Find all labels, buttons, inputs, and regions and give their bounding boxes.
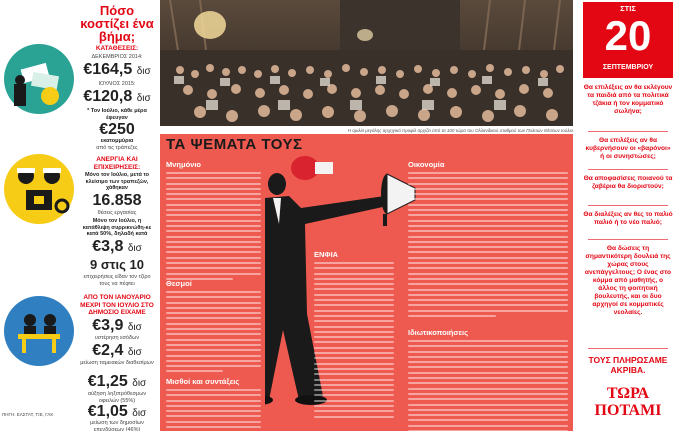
per-day-unit: εκατομμύρια xyxy=(100,138,134,144)
firms-note: επιχειρήσεις είδαν τον τζίρο τους να πέφτει xyxy=(83,274,151,287)
question-item: Θα δώσεις τη σημαντικότερη δουλειά της χώρας στους ανεπάγγελτους; Ο ένας στο κόμμα από μαθητής, ο άλλος τη φοιτητική βουλευτής, και οι δυο αρχηγοί σε κομματικές νεολαίες. xyxy=(584,245,672,316)
invest-note: μείωση των δημοσίων επενδύσεων (46%) xyxy=(90,420,144,431)
worker-helmet-icon xyxy=(4,154,74,224)
dec-label: ΔΕΚΕΜΒΡΙΟΣ 2014: xyxy=(91,54,143,60)
question-item: Θα διαλέξεις αν θες το παλιό παλιό ή το νέο παλιό; xyxy=(583,211,673,226)
section-title-memorandum: Μνημόνιο xyxy=(166,160,202,169)
boxing-glove-icon xyxy=(291,156,333,180)
section-title-enfia: ΕΝΦΙΑ xyxy=(314,250,339,259)
tax-value: €2,4 δισ xyxy=(92,342,142,359)
section-title-privatizations: Ιδιωτικοποιήσεις xyxy=(408,328,469,337)
jobs-note: Μόνο τον Ιούλιο, μετά το κλείσιμο των τραπεζών, χάθηκαν xyxy=(84,172,150,191)
text-block-memorandum xyxy=(166,172,261,283)
question-item: Θα επιλέξεις αν θα εκλέγουν τα παιδιά από τα πολιτικά τζάκια ή τον κομματικό σωλήνα; xyxy=(583,84,673,115)
audience-photo xyxy=(160,0,573,126)
source-note: ΠΗΓΗ: ΕΛΣΤΑΤ, ΤτΕ, ΓΛΚ xyxy=(2,412,54,417)
workers-illustration xyxy=(4,154,74,224)
invest-value: €1,05 δισ xyxy=(87,403,147,420)
arrears-note: υστέρηση εσόδων xyxy=(94,335,140,341)
deposits-label: ΚΑΤΑΘΕΣΕΙΣ: xyxy=(95,45,139,52)
text-block-economy xyxy=(408,172,568,320)
brand-line-1: ΤΩΡΑ xyxy=(606,385,650,402)
left-title: Πόσο κοστίζει ένα βήμα; xyxy=(80,3,154,44)
brand-logo xyxy=(583,385,673,419)
divider xyxy=(588,205,668,206)
divider xyxy=(588,348,668,349)
july-note: * Τον Ιούλιο, κάθε μέρα έφευγαν xyxy=(87,108,147,121)
arrears-value: €3,9 δισ xyxy=(92,317,142,334)
divider xyxy=(588,169,668,170)
dec-value: €164,5 δισ xyxy=(83,61,151,78)
jul-label: ΙΟΥΛΙΟΣ 2015: xyxy=(98,81,136,87)
jul-value: €120,8 δισ xyxy=(83,88,151,105)
debt-note: αύξηση ληξιπρόθεσμων οφειλών (55%) xyxy=(87,391,147,404)
per-day-value: €250 xyxy=(99,121,135,138)
text-block-wages-pensions xyxy=(166,389,261,431)
payments-value: €3,8 δισ xyxy=(92,238,142,255)
section-title-institutions: Θεσμοί xyxy=(166,279,192,288)
date-box xyxy=(583,2,673,78)
jobs-unit: θέσεις εργασίας xyxy=(97,210,137,216)
photo-caption: Η ομιλία μεγάλης αρχηγικό προφίλ αρχίζει από τα 100 τώρα του Ολλανδικού σταθμού των Πολιτών Θέσεων Ιούλιο xyxy=(347,128,573,133)
right-column xyxy=(580,0,675,431)
question-item: Θα αποφασίσεις ποιανού τα ζαβέρια θα διοριστούν; xyxy=(583,175,673,190)
feature-headline: ΤΑ ΨΕΜΑΤΑ ΤΟΥΣ xyxy=(166,136,303,153)
text-block-privatizations xyxy=(408,340,568,431)
date-month: ΣΕΠΤΕΜΒΡΙΟΥ xyxy=(602,64,654,71)
since-jan-label: ΑΠΟ ΤΟΝ ΙΑΝΟΥΑΡΙΟ ΜΕΧΡΙ ΤΟΝ ΙΟΥΛΙΟ ΣΤΟ ΔΗΜΟΣΙΟ ΕΙΧΑΜΕ xyxy=(80,294,154,316)
section-title-economy: Οικονομία xyxy=(408,160,445,169)
office-desk-icon xyxy=(4,296,74,366)
text-block-enfia xyxy=(314,262,394,421)
section-title-wages-pensions: Μισθοί και συντάξεις xyxy=(166,377,240,386)
tax-note: μείωση ταμειακών διαθεσίμων xyxy=(80,360,154,366)
money-illustration xyxy=(4,44,74,114)
feature-panel xyxy=(160,134,573,431)
brand-line-2: ΠΟΤΑΜΙ xyxy=(594,402,662,419)
state-illustration xyxy=(4,296,74,366)
divider xyxy=(588,131,668,132)
debt-value: €1,25 δισ xyxy=(87,373,147,390)
closing-statement: ΤΟΥΣ ΠΛΗΡΩΣΑΜΕ ΑΚΡΙΒΑ. xyxy=(588,355,668,375)
question-item: Θα επιλέξεις αν θα κυβερνήσουν οι «βαρόνοι» ή οι συνηστώσες; xyxy=(585,137,671,160)
text-block-institutions xyxy=(166,291,261,376)
firms-value: 9 στις 10 xyxy=(90,257,144,272)
date-prefix: ΣΤΙΣ xyxy=(620,4,636,13)
per-day-note: από τις τράπεζες xyxy=(96,145,138,151)
payments-note: Μόνο τον Ιούλιο, η κατάθλιψη συρρικνώθη-κε κατά 50%, δηλαδή κατά xyxy=(82,218,152,237)
left-infographic xyxy=(0,0,155,431)
jobs-value: 16.858 xyxy=(92,192,142,209)
date-day: 20 xyxy=(604,12,652,59)
audience-photo-illustration xyxy=(160,0,573,126)
money-bag-icon xyxy=(4,44,74,114)
divider xyxy=(588,239,668,240)
unemployment-label: ΑΝΕΡΓΙΑ ΚΑΙ ΕΠΙΧΕΙΡΗΣΕΙΣ: xyxy=(93,156,141,171)
